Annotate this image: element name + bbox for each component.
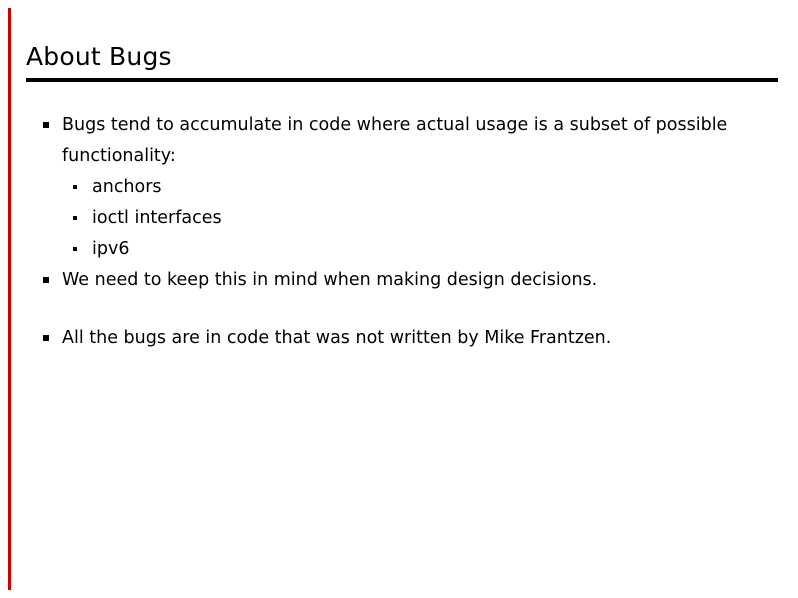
bullet-square-icon [43, 335, 49, 341]
bullet-item [40, 265, 760, 296]
bullet-square-icon [43, 277, 49, 283]
bullet-item [40, 110, 760, 172]
bullet-text: We need to keep this in mind when making design decisions. [62, 270, 598, 290]
bullet-item [40, 323, 760, 354]
slide-body [40, 110, 760, 354]
bullet-item [40, 234, 760, 265]
title-underline-rule [26, 78, 778, 82]
bullet-text: Bugs tend to accumulate in code where actual usage is a subset of possible functionality: [62, 115, 728, 166]
bullet-dot-icon [73, 247, 77, 251]
bullet-item [40, 172, 760, 203]
bullet-text: ioctl interfaces [92, 208, 222, 228]
left-accent-rule [8, 8, 11, 590]
bullet-dot-icon [73, 185, 77, 189]
bullet-text: anchors [92, 177, 162, 197]
slide-title: About Bugs [26, 42, 172, 71]
bullet-spacer [40, 296, 760, 323]
bullet-text: ipv6 [92, 239, 130, 259]
bullet-dot-icon [73, 216, 77, 220]
bullet-text: All the bugs are in code that was not written by Mike Frantzen. [62, 328, 612, 348]
bullet-item [40, 203, 760, 234]
bullet-square-icon [43, 122, 49, 128]
